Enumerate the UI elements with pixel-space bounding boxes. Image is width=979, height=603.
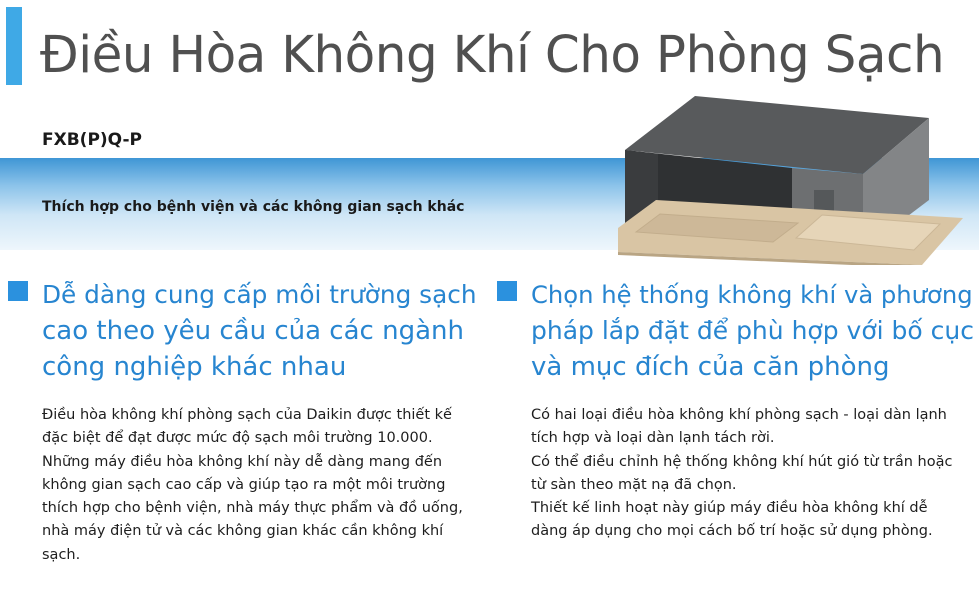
section-1-body-line: sạch. <box>42 546 81 563</box>
tagline-text: Thích hợp cho bệnh viện và các không gian sạch khác <box>42 199 465 215</box>
section-2-heading-line: và mục đích của căn phòng <box>531 352 890 382</box>
section-1-body-line: không gian sạch cao cấp và giúp tạo ra một môi trường <box>42 476 446 493</box>
section-2-body-line: dàng áp dụng cho mọi cách bố trí hoặc sử dụng phòng. <box>531 523 933 540</box>
section-1-body-line: nhà máy điện tử và các không gian khác cần không khí <box>42 523 444 540</box>
section-2-heading-line: Chọn hệ thống không khí và phương <box>531 280 973 309</box>
section-1-body-line: đặc biệt để đạt được mức độ sạch môi trường 10.000. <box>42 430 433 447</box>
section-1-heading-line: Dễ dàng cung cấp môi trường sạch <box>42 280 477 309</box>
section-2-body-line: Thiết kế linh hoạt này giúp máy điều hòa không khí dễ <box>531 500 928 517</box>
section-1-body-line: Những máy điều hòa không khí này dễ dàng mang đến <box>42 453 443 470</box>
section-1-body-line: thích hợp cho bệnh viện, nhà máy thực phẩm và đồ uống, <box>42 500 463 517</box>
section-1-heading-line: công nghiệp khác nhau <box>42 352 347 382</box>
section-1-body <box>42 404 463 567</box>
cleanroom-ac-unit-image <box>618 90 979 265</box>
section-1-bullet <box>8 281 28 301</box>
section-2-heading <box>531 277 974 385</box>
section-2-bullet <box>497 281 517 301</box>
section-2-body-line: Có thể điều chỉnh hệ thống không khí hút gió từ trần hoặc <box>531 453 953 470</box>
page-title: Điều Hòa Không Khí Cho Phòng Sạch <box>40 26 945 85</box>
section-2-heading-line: pháp lắp đặt để phù hợp với bố cục <box>531 316 974 345</box>
section-1-body-line: Điều hòa không khí phòng sạch của Daikin được thiết kế <box>42 407 452 423</box>
section-2-body-line: Có hai loại điều hòa không khí phòng sạch - loại dàn lạnh <box>531 407 947 423</box>
section-1-heading-line: cao theo yêu cầu của các ngành <box>42 316 464 346</box>
title-accent-bar <box>6 7 22 85</box>
section-2-body-line: tích hợp và loại dàn lạnh tách rời. <box>531 430 775 447</box>
section-2-body-line: từ sàn theo mặt nạ đã chọn. <box>531 476 737 493</box>
section-2-body <box>531 404 952 544</box>
section-1-heading <box>42 277 477 385</box>
model-code: FXB(P)Q-P <box>42 130 142 150</box>
